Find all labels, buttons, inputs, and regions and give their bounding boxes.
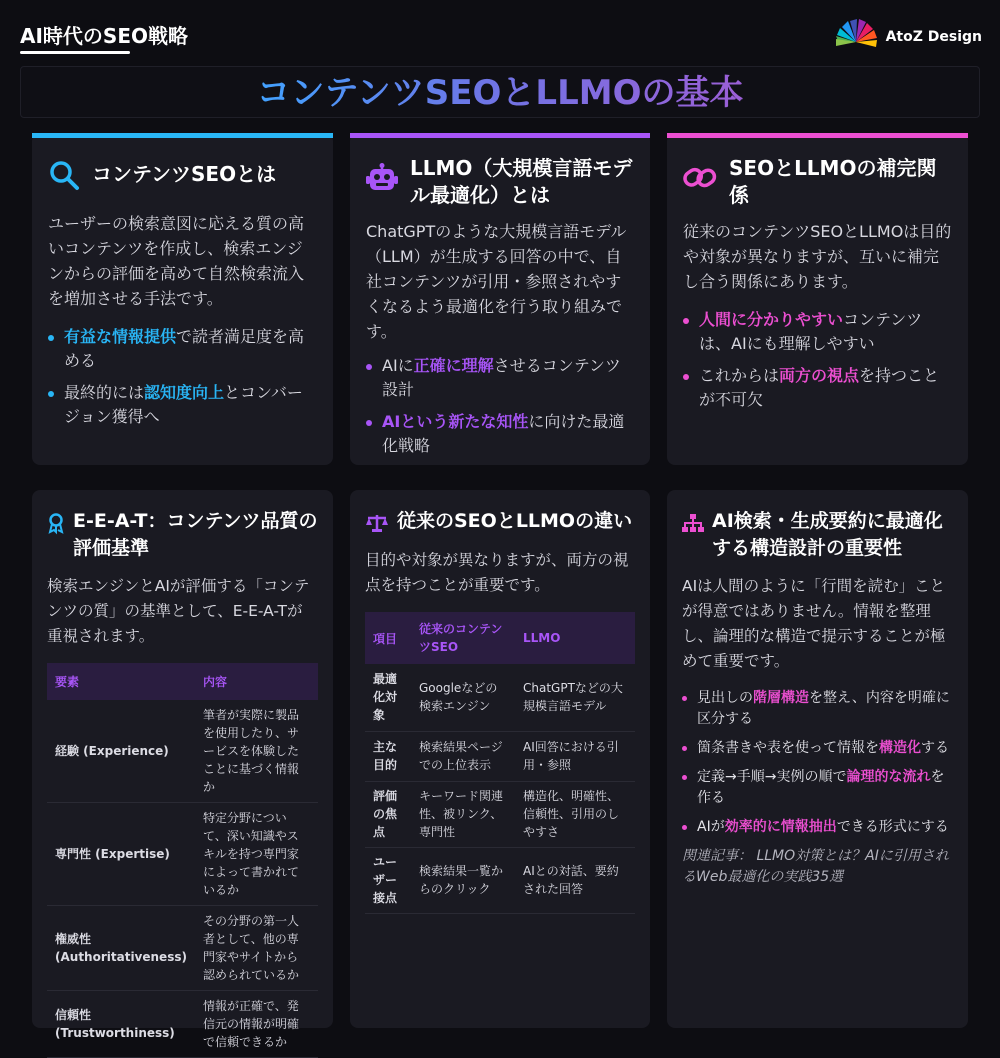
highlight-text: 論理的な流れ [846, 769, 931, 785]
table-cell: 専門性 (Expertise) [47, 803, 195, 906]
bullet-dot [682, 746, 687, 751]
scale-icon [365, 514, 389, 536]
bullet-text: に向けた最適化戦略 [382, 412, 625, 455]
table-row [47, 803, 318, 906]
card-accent-line [667, 133, 968, 138]
logo[interactable] [834, 18, 982, 56]
table-cell: 検索結果一覧からのクリック [411, 847, 515, 913]
award-icon [47, 513, 65, 537]
column-header: 要素 [55, 675, 80, 689]
table-cell: 経験 (Experience) [47, 700, 195, 803]
table-cell: ChatGPTなどの大規模言語モデル [515, 664, 635, 731]
table-row [365, 781, 635, 847]
card-structure-design [667, 490, 968, 1028]
highlight-text: AIという新たな知性 [382, 412, 529, 431]
list-item [682, 817, 953, 838]
bullet-dot [683, 318, 689, 324]
link-icon [683, 165, 717, 195]
table-cell: 筆者が実際に製品を使用したり、サービスを体験したことに基づく情報か [195, 700, 318, 803]
bullet-text: 定義→手順→実例の順で [697, 769, 847, 785]
bullet-text: を作る [697, 769, 945, 806]
comparison-table [365, 612, 635, 914]
list-item [682, 738, 953, 759]
card-accent-line [350, 133, 650, 138]
table-cell: その分野の第一人者として、他の専門家やサイトから認められているか [195, 906, 318, 991]
highlight-text: 人間に分かりやすい [699, 310, 844, 329]
bullet-text: 最終的には [64, 383, 145, 402]
card-title: E-E-A-T：コンテンツ品質の評価基準 [73, 510, 318, 559]
card-body: ユーザーの検索意図に応える質の高いコンテンツを作成し、検索エンジンからの評価を高めて自然検索流入を増加させる手法です。 [48, 214, 305, 308]
list-item [682, 688, 953, 730]
highlight-text: 有益な情報提供 [64, 327, 177, 346]
table-header-row [47, 663, 318, 700]
bullet-text: を持つことが不可欠 [699, 366, 940, 409]
bullet-list [366, 354, 634, 458]
highlight-text: 正確に理解 [413, 356, 494, 375]
card-llmo [350, 133, 650, 465]
highlight-text: 構造化 [879, 740, 921, 756]
list-item [366, 410, 634, 458]
search-icon [48, 159, 80, 195]
table-cell: 評価の焦点 [365, 781, 411, 847]
bullet-text: とコンバージョン獲得へ [64, 383, 303, 426]
table-row [47, 906, 318, 991]
bullet-text: コンテンツは、AIにも理解しやすい [699, 310, 923, 353]
column-header: 従来のコンテンツSEO [419, 622, 503, 654]
list-item [366, 354, 634, 402]
table-cell: 主な目的 [365, 731, 411, 781]
card-title: コンテンツSEOとは [92, 162, 277, 186]
list-item [682, 767, 953, 809]
bullet-dot [366, 420, 372, 426]
robot-icon [366, 163, 398, 197]
card-seo-vs-llmo [350, 490, 650, 1028]
card-body: ChatGPTのような大規模言語モデル（LLM）が生成する回答の中で、自社コンテンツが引用・参照されやすくなるよう最適化を行う取り組みです。 [366, 222, 627, 341]
list-item [48, 325, 317, 373]
bullet-text: AIが [697, 819, 725, 835]
column-header: 内容 [202, 675, 227, 689]
bullet-dot [48, 391, 54, 397]
table-cell: キーワード関連性、被リンク、専門性 [411, 781, 515, 847]
bullet-dot [682, 825, 687, 830]
card-body: 目的や対象が異なりますが、両方の視点を持つことが重要です。 [365, 551, 629, 594]
title-underline [20, 51, 130, 54]
related-article-link[interactable]: 関連記事： LLMO対策とは？AIに引用されるWeb最適化の実践35選 [682, 848, 949, 885]
table-row [365, 664, 635, 731]
highlight-text: 階層構造 [753, 690, 809, 706]
bullet-dot [682, 696, 687, 701]
bullet-dot [682, 775, 687, 780]
card-title: LLMO（大規模言語モデル最適化）とは [410, 156, 633, 207]
list-item [683, 364, 952, 412]
list-item [683, 308, 952, 356]
card-title: SEOとLLMOの補完関係 [729, 156, 937, 207]
table-cell: AI回答における引用・参照 [515, 731, 635, 781]
logo-text: AtoZ Design [885, 29, 982, 45]
bullet-text: 見出しの [697, 690, 753, 706]
headline: コンテンツSEOとLLMOの基本 [256, 73, 744, 113]
table-cell: 権威性 (Authoritativeness) [47, 906, 195, 991]
table-row [365, 847, 635, 913]
bullet-text: これからは [699, 366, 780, 385]
table-row [47, 700, 318, 803]
card-body: 検索エンジンとAIが評価する「コンテンツの質」の基準として、E-E-A-Tが重視されます。 [47, 577, 310, 645]
bullet-text: できる形式にする [836, 819, 949, 835]
table-cell: 最適化対象 [365, 664, 411, 731]
column-header: LLMO [523, 631, 561, 645]
page-title: AI時代のSEO戦略 [20, 24, 188, 48]
bullet-text: させるコンテンツ設計 [382, 356, 621, 399]
bullet-text: AIに [382, 356, 414, 375]
eeat-table [47, 663, 318, 1058]
card-accent-line [32, 133, 333, 138]
table-cell: AIとの対話、要約された回答 [515, 847, 635, 913]
burst-logo-icon [834, 18, 878, 56]
highlight-text: 認知度向上 [144, 383, 225, 402]
card-eeat [32, 490, 333, 1049]
bullet-text: で読者満足度を高める [64, 327, 305, 370]
bullet-text: を整え、内容を明確に区分する [697, 690, 950, 727]
list-item [48, 381, 317, 429]
table-row [47, 991, 318, 1058]
table-cell: ユーザー接点 [365, 847, 411, 913]
card-complement [667, 133, 968, 465]
card-title: AI検索・生成要約に最適化する構造設計の重要性 [712, 510, 943, 559]
sitemap-icon [682, 514, 704, 536]
card-title: 従来のSEOとLLMOの違い [397, 510, 633, 532]
column-header: 項目 [373, 631, 398, 646]
table-cell: 信頼性 (Trustworthiness) [47, 991, 195, 1058]
top-bar [20, 18, 982, 58]
bullet-list [683, 308, 952, 412]
card-content-seo [32, 133, 333, 465]
highlight-text: 両方の視点 [779, 366, 860, 385]
bullet-list [48, 325, 317, 429]
headline-banner [20, 66, 980, 118]
table-row [365, 731, 635, 781]
bullet-dot [48, 335, 54, 341]
table-cell: 情報が正確で、発信元の情報が明確で信頼できるか [195, 991, 318, 1058]
bullet-dot [683, 374, 689, 380]
card-body: AIは人間のように「行間を読む」ことが得意ではありません。情報を整理し、論理的な構造で提示することが極めて重要です。 [682, 577, 946, 670]
bullet-list [682, 688, 953, 838]
table-cell: Googleなどの検索エンジン [411, 664, 515, 731]
card-body: 従来のコンテンツSEOとLLMOは目的や対象が異なりますが、互いに補完し合う関係にあります。 [683, 222, 952, 291]
bullet-dot [366, 364, 372, 370]
table-cell: 検索結果ページでの上位表示 [411, 731, 515, 781]
highlight-text: 効率的に情報抽出 [724, 819, 837, 835]
bullet-text: する [921, 740, 949, 756]
bullet-text: 箇条書きや表を使って情報を [697, 740, 879, 756]
table-cell: 特定分野について、深い知識やスキルを持つ専門家によって書かれているか [195, 803, 318, 906]
table-header-row [365, 612, 635, 664]
table-cell: 構造化、明確性、信頼性、引用のしやすさ [515, 781, 635, 847]
